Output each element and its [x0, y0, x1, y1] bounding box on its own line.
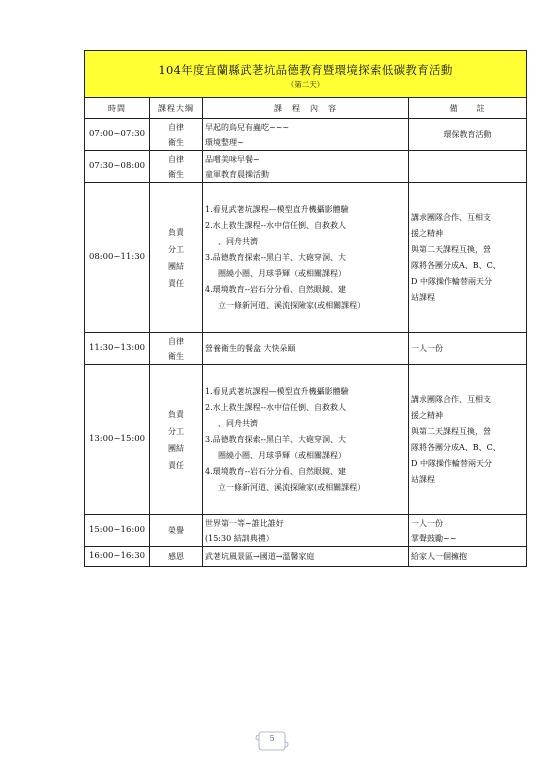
table-row	[85, 333, 527, 365]
content-line: 1.看見武荖坑課程—模型直升機攝影體驗	[205, 386, 349, 396]
note-line: 隊將各團分成A、B、C、	[411, 442, 501, 452]
content-line: 、同舟共濟	[218, 236, 258, 246]
table-row	[85, 365, 527, 515]
note-cell	[409, 365, 527, 515]
outline-line: 分工	[168, 426, 184, 436]
content-cell	[203, 119, 409, 151]
note-line: 一人一份	[411, 344, 443, 353]
note-line: 援之精神	[411, 228, 443, 238]
outline-line: 榮譽	[168, 526, 184, 535]
content-line: 3.品德教育探索--黑白羊、大砲穿洞、大	[205, 434, 347, 444]
content-line: 1.看見武荖坑課程—模型直升機攝影體驗	[205, 204, 349, 214]
note-line: 隊將各團分成A、B、C、	[411, 260, 501, 270]
content-line: 2.水上救生課程--水中信任倒、自救救人	[205, 402, 347, 412]
outline-line: 衛生	[168, 137, 184, 147]
note-line: 給家人一個擁抱	[411, 552, 467, 561]
content-line: 4.環境教育--岩石分分看、自然眼鏡、建	[205, 284, 347, 294]
outline-line: 責任	[168, 278, 184, 288]
content-cell	[203, 515, 409, 547]
note-line: 環保教育活動	[443, 130, 492, 139]
note-cell	[409, 547, 527, 567]
outline-cell	[150, 547, 203, 567]
outline-cell	[150, 119, 203, 151]
note-line: 站課程	[411, 292, 435, 302]
time-cell: 07:30~08:00	[85, 151, 150, 183]
outline-line: 自律	[168, 122, 184, 132]
outline-cell	[150, 365, 203, 515]
title-banner	[85, 51, 527, 98]
table-row	[85, 119, 527, 151]
content-cell	[203, 333, 409, 365]
outline-line: 自律	[168, 336, 184, 346]
note-cell	[409, 333, 527, 365]
content-line: 品嚐美味早餐~	[205, 154, 260, 164]
content-line: 3.品德教育探索--黑白羊、大砲穿洞、大	[205, 252, 347, 262]
content-cell	[203, 183, 409, 333]
schedule-table	[84, 50, 527, 567]
note-cell	[409, 119, 527, 151]
outline-line: 負責	[168, 227, 184, 237]
outline-cell	[150, 183, 203, 333]
note-line: 掌聲鼓勵~~	[411, 533, 457, 543]
outline-line: 感恩	[168, 552, 184, 561]
content-line: 、同舟共濟	[218, 418, 258, 428]
page-title: 104年度宜蘭縣武荖坑品德教育暨環境探索低碳教育活動	[158, 63, 453, 77]
note-line: 站課程	[411, 474, 435, 484]
outline-line: 責任	[168, 460, 184, 470]
note-cell	[409, 183, 527, 333]
note-cell	[409, 515, 527, 547]
page-subtitle: （第二天）	[286, 80, 325, 89]
outline-cell	[150, 333, 203, 365]
content-cell	[203, 151, 409, 183]
header-row	[85, 98, 527, 119]
note-line: D 中隊操作輪替兩天分	[411, 458, 492, 468]
content-line: 環境整理~	[205, 137, 244, 147]
header-note: 備 註	[409, 98, 527, 119]
header-time: 時間	[85, 98, 150, 119]
note-line: 援之精神	[411, 410, 443, 420]
outline-line: 團結	[168, 261, 184, 271]
outline-line: 衛生	[168, 351, 184, 361]
time-cell: 16:00~16:30	[85, 547, 150, 567]
table-row	[85, 515, 527, 547]
content-line: 2.水上救生課程--水中信任倒、自救救人	[205, 220, 347, 230]
content-cell	[203, 365, 409, 515]
content-line: 營養衛生的餐盒 大快朵頤	[205, 344, 296, 353]
table-row	[85, 547, 527, 567]
content-cell	[203, 547, 409, 567]
content-line: 4.環境教育--岩石分分看、自然眼鏡、建	[205, 466, 347, 476]
time-cell: 11:30~13:00	[85, 333, 150, 365]
outline-cell	[150, 151, 203, 183]
note-line: 一人一份	[411, 518, 443, 528]
table-row	[85, 151, 527, 183]
note-line: 與第二天課程互換，營	[411, 244, 491, 254]
table-row	[85, 183, 527, 333]
note-line: 講求團隊合作、互相支	[411, 212, 491, 222]
note-line: 講求團隊合作、互相支	[411, 394, 491, 404]
outline-line: 團結	[168, 443, 184, 453]
page-footer	[255, 728, 289, 754]
outline-line: 自律	[168, 154, 184, 164]
note-line: D 中隊操作輪替兩天分	[411, 276, 492, 286]
time-cell: 15:00~16:00	[85, 515, 150, 547]
schedule-sheet	[84, 50, 501, 567]
outline-line: 分工	[168, 244, 184, 254]
outline-cell	[150, 515, 203, 547]
content-line: 圈繞小圈、月球爭輝（或相關課程）	[218, 450, 346, 460]
content-line: 立一條新河道、溪流探險家(或相關課程）	[218, 300, 366, 310]
time-cell: 08:00~11:30	[85, 183, 150, 333]
content-line: (15:30 結訓典禮）	[205, 533, 274, 543]
content-line: 世界第一等~誰比誰好	[205, 518, 284, 528]
note-line: 與第二天課程互換，營	[411, 426, 491, 436]
time-cell: 13:00~15:00	[85, 365, 150, 515]
time-cell: 07:00~07:30	[85, 119, 150, 151]
header-outline: 課程大綱	[150, 98, 203, 119]
content-line: 立一條新河道、溪流探險家(或相關課程）	[218, 482, 366, 492]
outline-line: 衛生	[168, 169, 184, 179]
page-number: 5	[269, 734, 275, 743]
header-content: 課 程 內 容	[203, 98, 409, 119]
content-line: 武荖坑風景區→國道→溫馨家庭	[205, 552, 315, 561]
note-cell	[409, 151, 527, 183]
content-line: 圈繞小圈、月球爭輝（或相關課程）	[218, 268, 346, 278]
content-line: 早起的鳥兒有蟲吃~~~	[205, 122, 290, 132]
outline-line: 負責	[168, 409, 184, 419]
content-line: 童軍教育晨操活動	[205, 169, 269, 179]
